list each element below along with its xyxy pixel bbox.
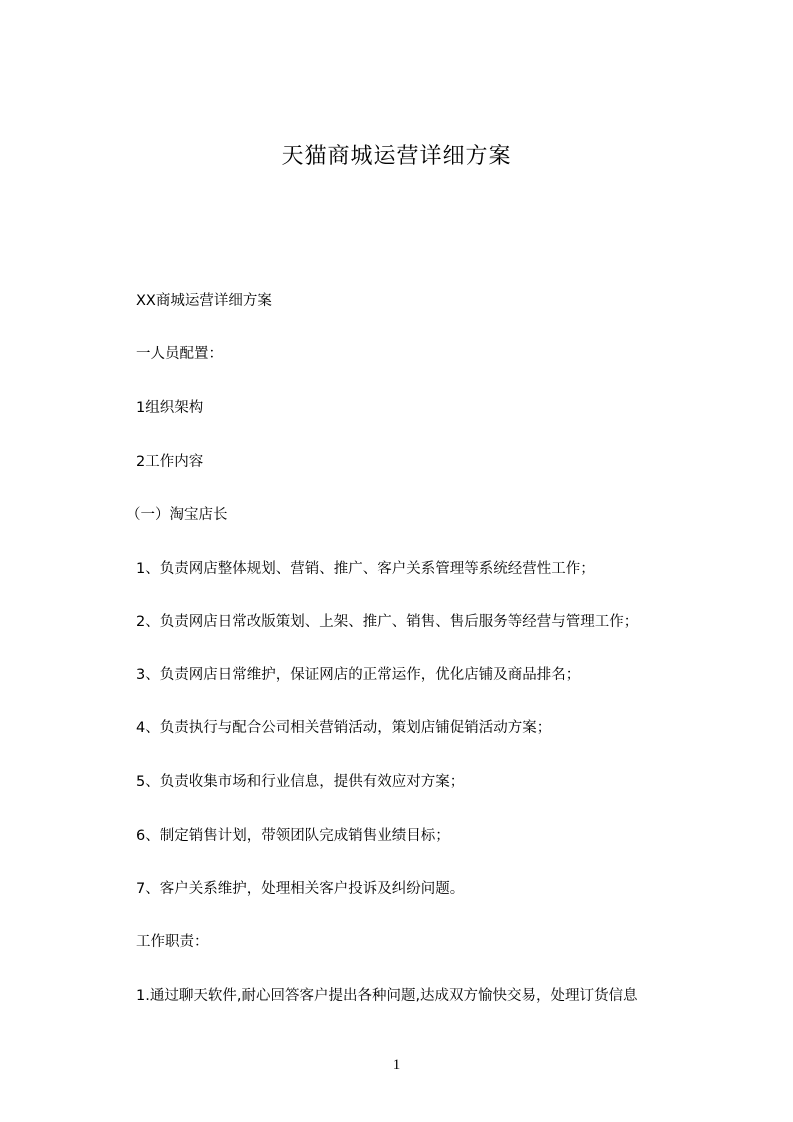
responsibility-item-1: 1.通过聊天软件,耐心回答客户提出各种问题,达成双方愉快交易，处理订货信息 [136, 988, 638, 1004]
duty-item-3: 3、负责网店日常维护，保证网店的正常运作，优化店铺及商品排名； [136, 667, 581, 683]
section-heading-responsibilities: 工作职责： [136, 934, 209, 950]
subtitle-line: XX商城运营详细方案 [136, 293, 272, 309]
duty-item-6: 6、制定销售计划，带领团队完成销售业绩目标； [136, 828, 450, 844]
document-title: 天猫商城运营详细方案 [281, 144, 512, 169]
item-work-content: 2工作内容 [136, 454, 204, 470]
duty-item-5: 5、负责收集市场和行业信息，提供有效应对方案； [136, 774, 465, 790]
item-org-structure: 1组织架构 [136, 400, 204, 416]
subsection-store-manager: （一）淘宝店长 [126, 507, 228, 523]
section-heading-staffing: 一人员配置： [136, 346, 223, 362]
duty-item-7: 7、客户关系维护，处理相关客户投诉及纠纷问题。 [136, 881, 465, 897]
page-number: 1 [392, 1057, 401, 1073]
duty-item-2: 2、负责网店日常改版策划、上架、推广、销售、售后服务等经营与管理工作； [136, 614, 639, 630]
duty-item-1: 1、负责网店整体规划、营销、推广、客户关系管理等系统经营性工作； [136, 561, 595, 577]
duty-item-4: 4、负责执行与配合公司相关营销活动，策划店铺促销活动方案； [136, 720, 552, 736]
